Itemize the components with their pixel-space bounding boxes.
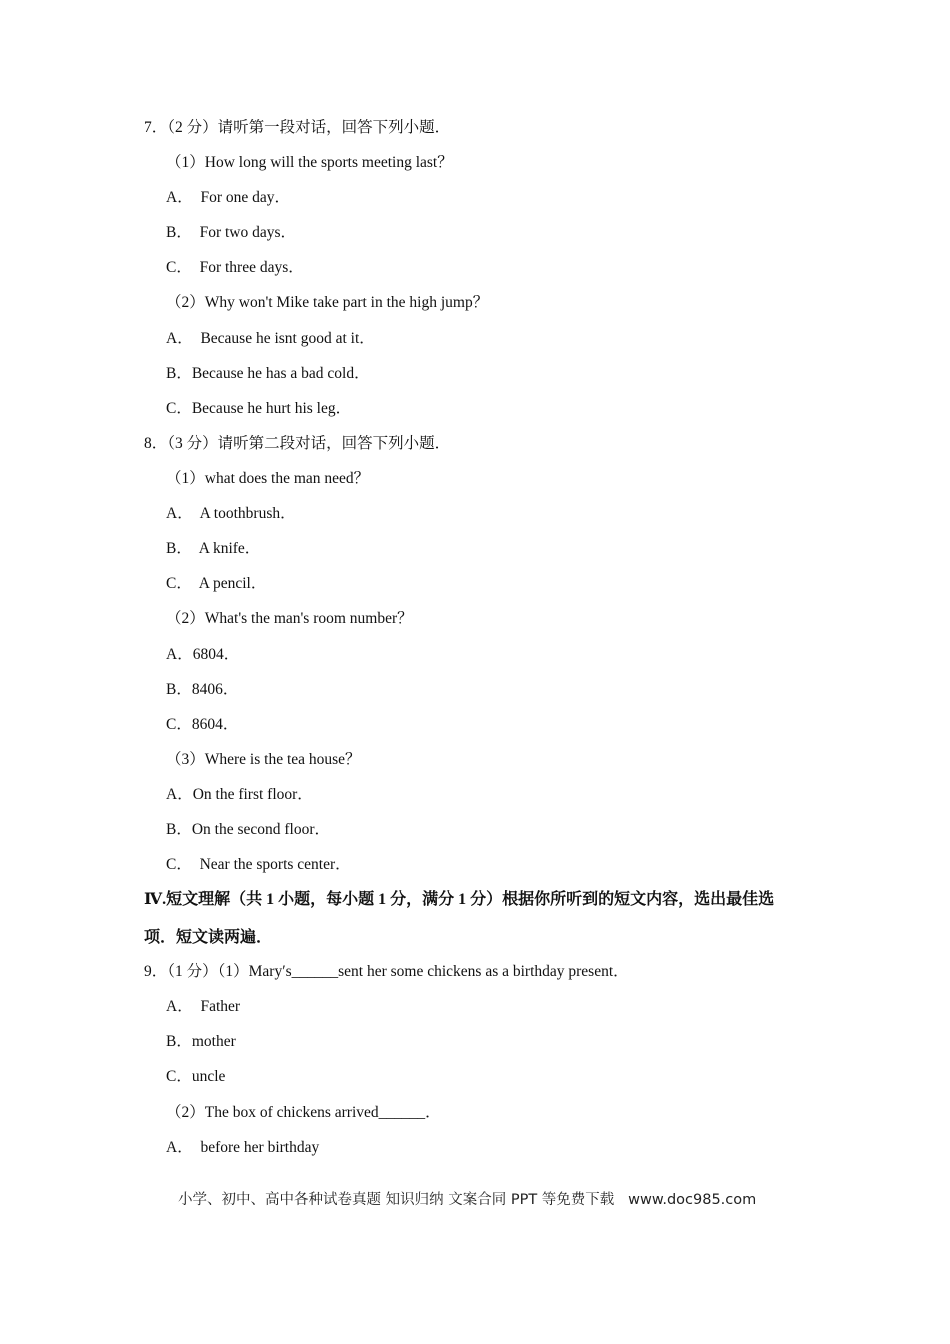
option-c: C． For three days． bbox=[166, 259, 304, 276]
section-iv-heading-cont: 项．短文读两遍． bbox=[144, 929, 273, 946]
option-a: A． before her birthday bbox=[166, 1139, 320, 1156]
option-b: B．8406． bbox=[166, 681, 239, 698]
option-a: A． A toothbrush． bbox=[166, 505, 296, 522]
option-b: B．Because he has a bad cold． bbox=[166, 365, 370, 382]
option-c: C．8604． bbox=[166, 716, 239, 733]
option-a: A．6804． bbox=[166, 646, 240, 663]
option-c: C． Near the sports center． bbox=[166, 856, 351, 873]
option-b: B．mother bbox=[166, 1033, 236, 1050]
question-9-header: 9．（1 分）（1）Mary′s______sent her some chickens as a birthday present． bbox=[144, 963, 629, 980]
question-8-sub-3: （3）Where is the tea house？ bbox=[166, 751, 361, 768]
option-b: B．On the second floor． bbox=[166, 821, 331, 838]
section-iv-heading: Ⅳ.短文理解（共 1 小题，每小题 1 分，满分 1 分）根据你所听到的短文内容，选出最佳选 bbox=[144, 891, 775, 908]
page-footer: 小学、初中、高中各种试卷真题 知识归纳 文案合同 PPT 等免费下载 www.doc985.com bbox=[178, 1192, 757, 1208]
question-8-sub-2: （2）What's the man's room number？ bbox=[166, 610, 413, 627]
option-a: A． Father bbox=[166, 998, 241, 1015]
option-a: A． Because he isnt good at it． bbox=[166, 330, 375, 347]
question-7-sub-1: （1）How long will the sports meeting last？ bbox=[166, 154, 453, 171]
question-9-sub-2: （2）The box of chickens arrived______． bbox=[166, 1104, 441, 1121]
question-7-header: 7．（2 分）请听第一段对话，回答下列小题． bbox=[144, 119, 451, 136]
option-a: A．On the first floor． bbox=[166, 786, 313, 803]
option-c: C．uncle bbox=[166, 1068, 226, 1085]
option-b: B． A knife． bbox=[166, 540, 261, 557]
question-8-sub-1: （1）what does the man need？ bbox=[166, 470, 370, 487]
option-c: C．Because he hurt his leg． bbox=[166, 400, 352, 417]
option-c: C． A pencil． bbox=[166, 575, 267, 592]
question-7-sub-2: （2）Why won't Mike take part in the high jump？ bbox=[166, 294, 489, 311]
option-a: A． For one day． bbox=[166, 189, 290, 206]
question-8-header: 8．（3 分）请听第二段对话，回答下列小题． bbox=[144, 435, 451, 452]
option-b: B． For two days． bbox=[166, 224, 297, 241]
